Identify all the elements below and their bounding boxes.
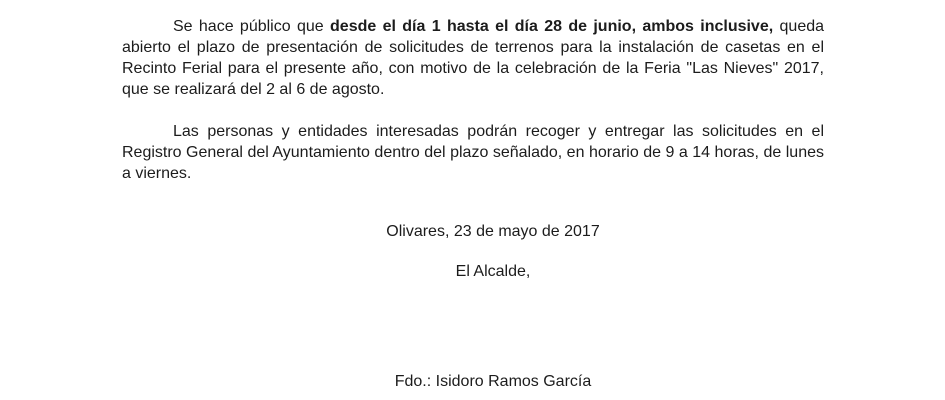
notice-date-range-bold: desde el día 1 hasta el día 28 de junio, ambos inclusive, — [330, 18, 774, 35]
signature-title: El Alcalde, — [455, 263, 531, 280]
document-body — [122, 16, 824, 392]
dateline: Olivares, 23 de mayo de 2017 — [386, 223, 600, 240]
signature-name: Fdo.: Isidoro Ramos García — [394, 373, 592, 390]
notice-suffix: queda abierto el plazo de presentación de solicitudes de terrenos para la instalación de casetas en el Recinto Ferial para el presente año, con motivo de la celebración de la Feria "Las Nieves" 2017, que se realizará del 2 al 6 de agosto. — [122, 18, 825, 98]
notice-prefix: Se hace público que — [173, 18, 331, 35]
paragraph-notice — [122, 16, 824, 100]
paragraph-instructions: Las personas y entidades interesadas podrán recoger y entregar las solicitudes en el Registro General del Ayuntamiento dentro del plazo señalado, en horario de 9 a 14 horas, de lunes a viernes. — [122, 123, 824, 182]
